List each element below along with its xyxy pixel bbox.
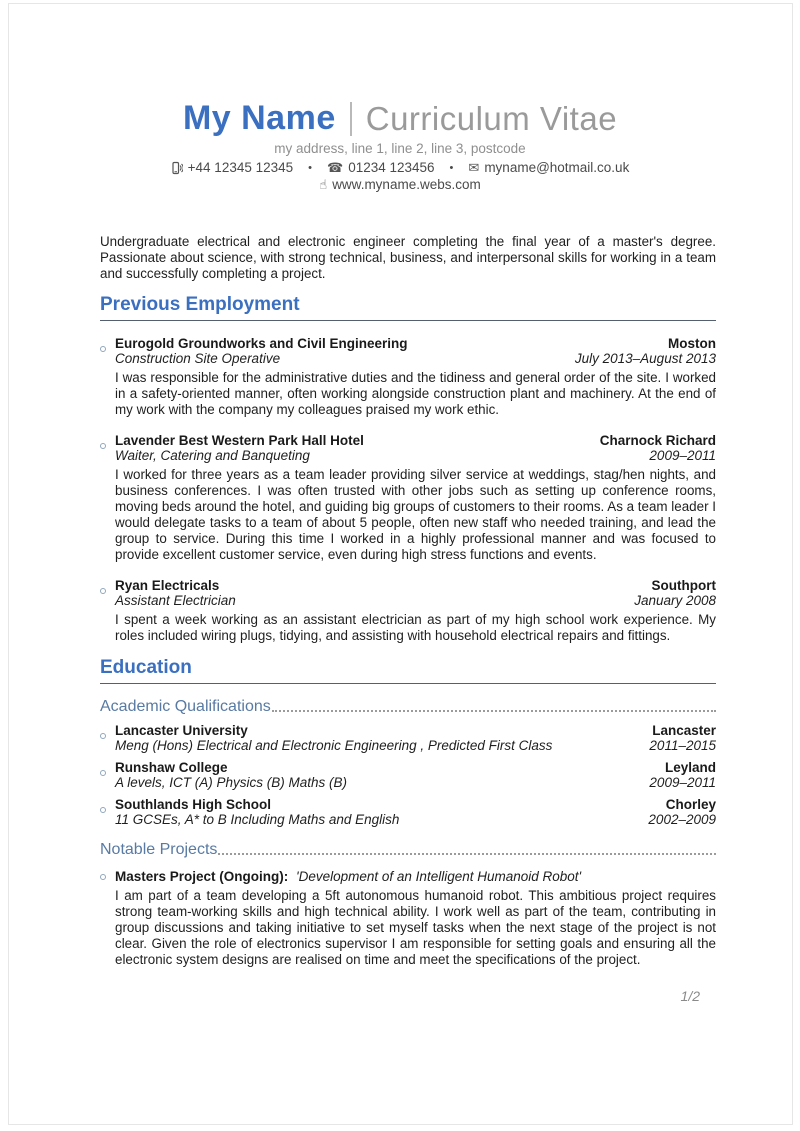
education-dates: 2002–2009 bbox=[648, 812, 716, 828]
entry-subheader-row bbox=[115, 593, 716, 608]
job-description: I was responsible for the administrative duties and the tidiness and general order of the site. I worked in a safety-oriented manner, often working alongside construction plant and machinery. At the end of my work with the company my colleagues praised my work ethic. bbox=[115, 370, 716, 418]
qualification-detail: Meng (Hons) Electrical and Electronic Engineering , Predicted First Class bbox=[115, 738, 553, 754]
school-location: Chorley bbox=[665, 797, 716, 813]
section-education bbox=[100, 657, 716, 968]
section-title-employment: Previous Employment bbox=[100, 294, 716, 321]
person-name: My Name bbox=[182, 99, 336, 137]
section-previous-employment bbox=[100, 294, 716, 644]
employment-entry bbox=[100, 336, 716, 418]
phone-number: 01234 123456 bbox=[348, 160, 435, 176]
entry-bullet-icon bbox=[100, 443, 106, 449]
entry-header-row bbox=[115, 578, 716, 593]
subsection-notable-projects bbox=[100, 841, 716, 859]
school-name: Runshaw College bbox=[115, 760, 228, 776]
cv-header bbox=[0, 0, 800, 192]
qualification-detail: A levels, ICT (A) Physics (B) Maths (B) bbox=[115, 775, 348, 791]
project-name: Masters Project (Ongoing): bbox=[115, 869, 289, 885]
project-description: I am part of a team developing a 5ft autonomous humanoid robot. This ambitious project requires strong team-working skills and high technical ability. I work well as part of the team, contributing in group discussions and taking initiative to set myself tasks when the next stage of the project is not clear. Given the role of electronics supervisor I am responsible for setting goals and ensuring all the electronic system designs are realised on time and meet the specifications of the project. bbox=[115, 888, 716, 968]
envelope-icon: ✉ bbox=[468, 160, 480, 176]
education-entry bbox=[100, 797, 716, 827]
entry-bullet-icon bbox=[100, 874, 106, 880]
email-address[interactable]: myname@hotmail.co.uk bbox=[484, 160, 630, 176]
separator-dot: • bbox=[449, 161, 454, 174]
entry-header-row bbox=[115, 433, 716, 448]
employer-location: Charnock Richard bbox=[599, 433, 716, 449]
entry-subheader-row bbox=[115, 351, 716, 366]
project-header bbox=[115, 869, 716, 884]
contact-row-1 bbox=[0, 160, 800, 175]
dotted-leader bbox=[272, 710, 716, 712]
subsection-title-text: Academic Qualifications bbox=[100, 698, 271, 716]
homepage-hand-icon: ☝ bbox=[319, 177, 328, 193]
section-title-education: Education bbox=[100, 657, 716, 684]
phone-contact bbox=[327, 160, 435, 175]
education-dates: 2009–2011 bbox=[649, 775, 716, 791]
website-contact bbox=[319, 177, 480, 192]
entry-subheader-row bbox=[115, 738, 716, 753]
project-entry bbox=[100, 869, 716, 968]
page-number: 1/2 bbox=[680, 988, 700, 1004]
job-description: I worked for three years as a team leader providing silver service at weddings, stag/hen nights, and business conferences. I was often trusted with other jobs such as setting up conference rooms, moving beds around the hotel, and guiding big groups of customers to their rooms. As a team leader I would delegate tasks to a team of about 5 people, often new staff who needed training, and lead the group to service. During this time I worked in a highly professional manner and was focused to provide excellent customer service, even during high stress functions and events. bbox=[115, 467, 716, 563]
job-dates: January 2008 bbox=[634, 593, 716, 609]
cv-content bbox=[0, 234, 800, 968]
employer-name: Eurogold Groundworks and Civil Engineering bbox=[115, 336, 408, 352]
qualification-detail: 11 GCSEs, A* to B Including Maths and English bbox=[115, 812, 400, 828]
education-dates: 2011–2015 bbox=[649, 738, 716, 754]
entry-bullet-icon bbox=[100, 807, 106, 813]
employment-entry bbox=[100, 578, 716, 644]
entry-bullet-icon bbox=[100, 588, 106, 594]
education-entry bbox=[100, 723, 716, 753]
subsection-academic-qualifications bbox=[100, 698, 716, 716]
school-location: Lancaster bbox=[652, 723, 716, 739]
entry-header-row bbox=[115, 797, 716, 812]
dotted-leader bbox=[218, 853, 716, 855]
website-url[interactable]: www.myname.webs.com bbox=[332, 177, 481, 193]
email-contact bbox=[468, 160, 629, 175]
job-role: Waiter, Catering and Banqueting bbox=[115, 448, 310, 464]
entry-header-row bbox=[115, 760, 716, 775]
job-dates: July 2013–August 2013 bbox=[574, 351, 716, 367]
title-row bbox=[0, 100, 800, 137]
employer-name: Lavender Best Western Park Hall Hotel bbox=[115, 433, 364, 449]
subsection-title-text: Notable Projects bbox=[100, 841, 218, 859]
entry-bullet-icon bbox=[100, 733, 106, 739]
entry-subheader-row bbox=[115, 775, 716, 790]
employer-name: Ryan Electricals bbox=[115, 578, 220, 594]
entry-subheader-row bbox=[115, 812, 716, 827]
job-role: Assistant Electrician bbox=[115, 593, 236, 609]
mobile-number: +44 12345 12345 bbox=[187, 160, 294, 176]
education-entry bbox=[100, 760, 716, 790]
employer-location: Moston bbox=[668, 336, 716, 352]
employer-location: Southport bbox=[651, 578, 716, 594]
project-subtitle: 'Development of an Intelligent Humanoid Robot' bbox=[296, 869, 582, 885]
contact-row-2 bbox=[0, 177, 800, 192]
telephone-icon: ☎ bbox=[327, 160, 344, 176]
entry-header-row bbox=[115, 336, 716, 351]
profile-summary: Undergraduate electrical and electronic engineer completing the final year of a master's degree. Passionate about science, with strong technical, business, and interpersonal skills for working in a team and successfully completing a project. bbox=[100, 234, 716, 282]
mobile-phone-icon bbox=[171, 161, 183, 175]
job-role: Construction Site Operative bbox=[115, 351, 281, 367]
school-name: Lancaster University bbox=[115, 723, 248, 739]
school-location: Leyland bbox=[664, 760, 716, 776]
job-dates: 2009–2011 bbox=[649, 448, 716, 464]
entry-bullet-icon bbox=[100, 346, 106, 352]
title-separator bbox=[350, 102, 352, 136]
separator-dot: • bbox=[308, 161, 312, 174]
employment-entry bbox=[100, 433, 716, 563]
mobile-contact bbox=[171, 160, 293, 175]
entry-subheader-row bbox=[115, 448, 716, 463]
job-description: I spent a week working as an assistant electrician as part of my high school work experience. My roles included wiring plugs, tidying, and assisting with household electrical repairs and fittings. bbox=[115, 612, 716, 644]
document-subtitle: Curriculum Vitae bbox=[365, 99, 618, 137]
school-name: Southlands High School bbox=[115, 797, 271, 813]
entry-bullet-icon bbox=[100, 770, 106, 776]
entry-header-row bbox=[115, 723, 716, 738]
address-line: my address, line 1, line 2, line 3, postcode bbox=[274, 141, 526, 157]
